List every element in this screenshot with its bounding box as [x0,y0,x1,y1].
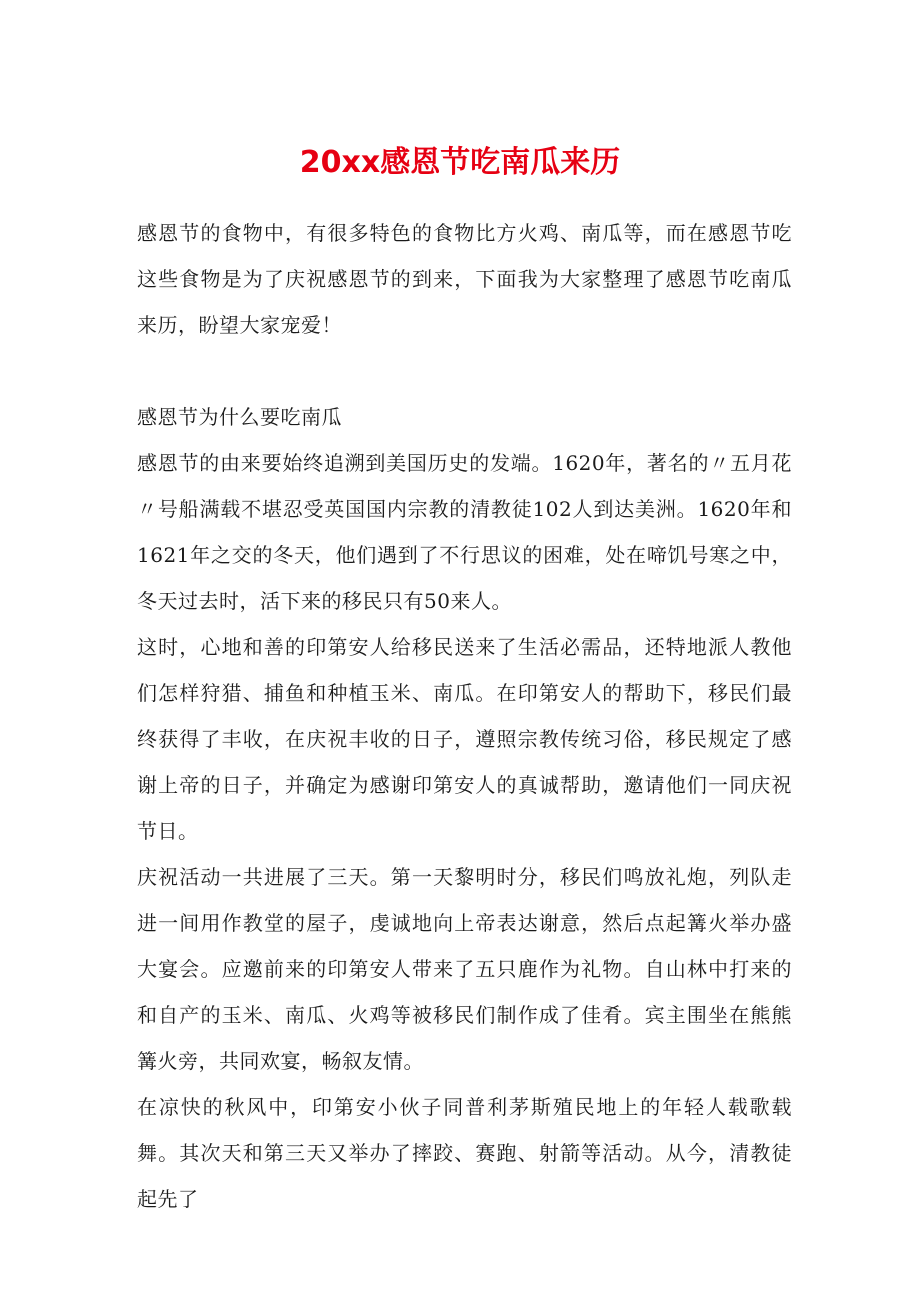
section-heading: 感恩节为什么要吃南瓜 [137,405,342,429]
body-paragraph: 这时，心地和善的印第安人给移民送来了生活必需品，还特地派人教他们怎样狩猎、捕鱼和种植玉米、南瓜。在印第安人的帮助下，移民们最终获得了丰收，在庆祝丰收的日子，遵照宗教传统习俗，移民规定了感谢上帝的日子，并确定为感谢印第安人的真诚帮助，邀请他们一同庆祝节日。 [137,635,792,843]
body-paragraph: 感恩节的由来要始终追溯到美国历史的发端。1620年，著名的〃五月花〃号船满载不堪忍受英国国内宗教的清教徒102人到达美洲。1620年和1621年之交的冬天，他们遇到了不行思议的困难，处在啼饥号寒之中，冬天过去时，活下来的移民只有50来人。 [137,451,792,613]
document-body [137,210,792,1222]
document-title: 20xx感恩节吃南瓜来历 [299,145,621,180]
paragraph-spacer [137,348,792,394]
body-paragraph: 庆祝活动一共进展了三天。第一天黎明时分，移民们鸣放礼炮，列队走进一间用作教堂的屋子，虔诚地向上帝表达谢意，然后点起篝火举办盛大宴会。应邀前来的印第安人带来了五只鹿作为礼物。自山林中打来的和自产的玉米、南瓜、火鸡等被移民们制作成了佳肴。宾主围坐在熊熊篝火旁，共同欢宴，畅叙友情。 [137,865,792,1073]
body-paragraph: 在凉快的秋风中，印第安小伙子同普利茅斯殖民地上的年轻人载歌载舞。其次天和第三天又举办了摔跤、赛跑、射箭等活动。从今，清教徒起先了 [137,1095,792,1211]
intro-paragraph: 感恩节的食物中，有很多特色的食物比方火鸡、南瓜等，而在感恩节吃这些食物是为了庆祝感恩节的到来，下面我为大家整理了感恩节吃南瓜来历，盼望大家宠爱！ [137,221,792,337]
